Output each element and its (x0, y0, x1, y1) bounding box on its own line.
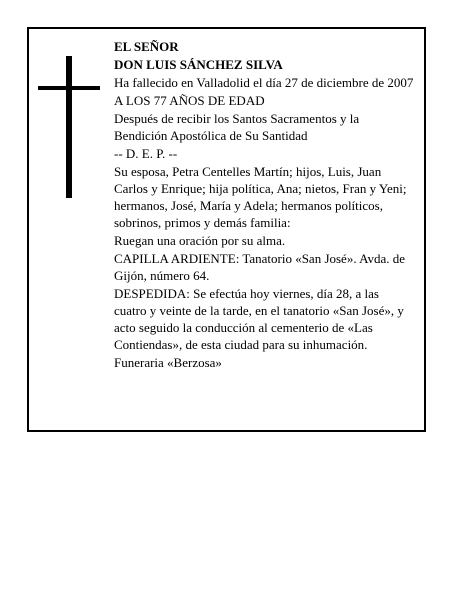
dep-line: -- D. E. P. -- (114, 146, 178, 161)
cross-icon (38, 56, 100, 198)
obituary-text (114, 38, 414, 372)
deceased-name: DON LUIS SÁNCHEZ SILVA (114, 57, 283, 72)
death-statement: Ha fallecido en Valladolid el día 27 de diciembre de 2007 (114, 75, 414, 90)
age-statement: A LOS 77 AÑOS DE EDAD (114, 93, 265, 108)
prayer-request: Ruegan una oración por su alma. (114, 233, 286, 248)
family-list: Su esposa, Petra Centelles Martín; hijos, Luis, Juan Carlos y Enrique; hija política, Ana; nietos, Fran y Yeni; hermanos, José, María y Adela; hermanos políticos, sobrinos, primos y demás familia: (114, 164, 407, 230)
cross-vertical-bar (66, 56, 72, 198)
cross-horizontal-bar (38, 86, 100, 90)
funeral-home: Funeraria «Berzosa» (114, 355, 222, 370)
farewell-info: DESPEDIDA: Se efectúa hoy viernes, día 28, a las cuatro y veinte de la tarde, en el tanatorio «San José», y acto seguido la conducción al cementerio de «Las Contiendas», de esta ciudad para su inhumación. (114, 286, 404, 352)
sacraments-statement: Después de recibir los Santos Sacramentos y la Bendición Apostólica de Su Santidad (114, 111, 360, 143)
notice-title: EL SEÑOR (114, 39, 179, 54)
chapel-info: CAPILLA ARDIENTE: Tanatorio «San José». Avda. de Gijón, número 64. (114, 251, 406, 283)
